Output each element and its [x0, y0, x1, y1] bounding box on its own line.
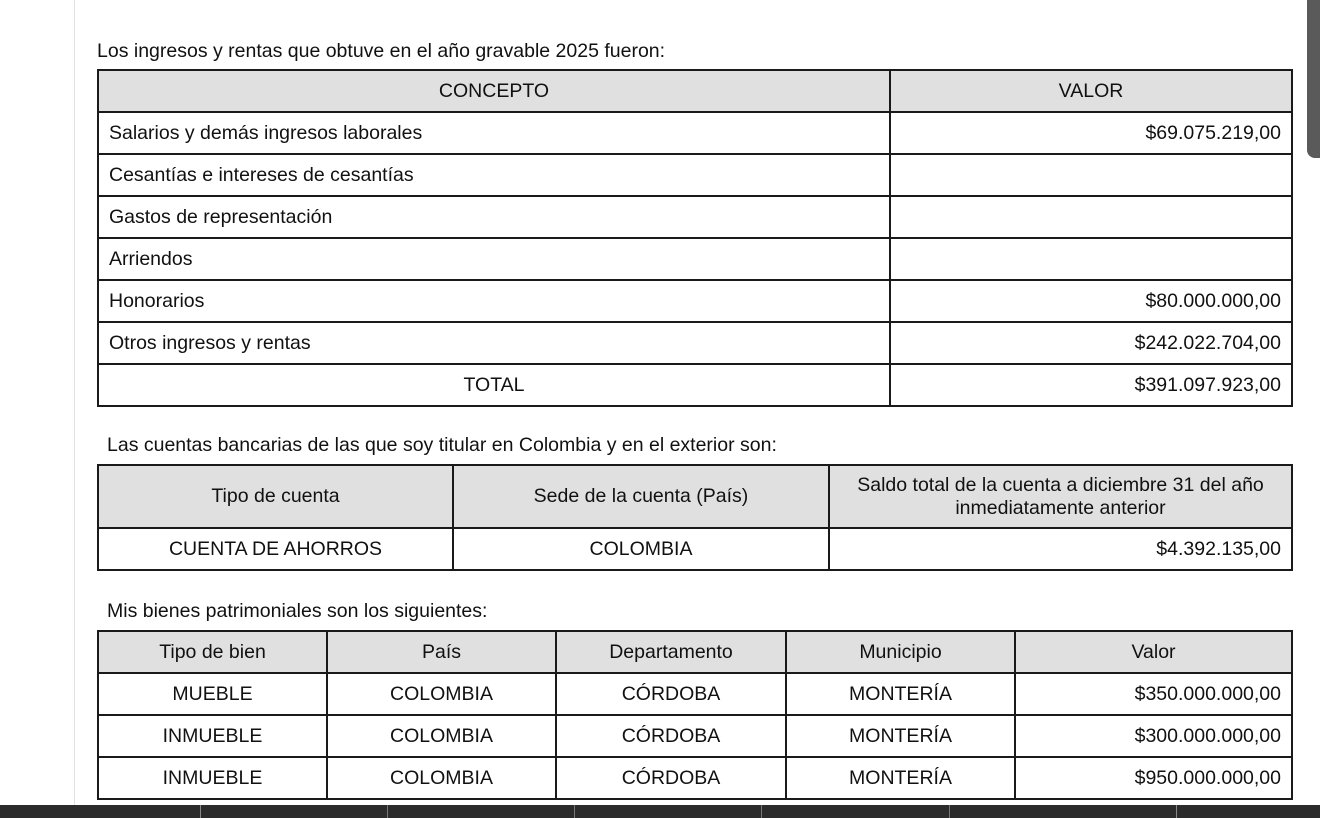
asset-type-cell: MUEBLE [98, 673, 327, 715]
ghost-divider [949, 805, 950, 818]
assets-header-row [98, 631, 1292, 673]
asset-municipality-cell: MONTERÍA [786, 715, 1015, 757]
asset-country-cell: COLOMBIA [327, 715, 556, 757]
value-cell: $80.000.000,00 [890, 280, 1292, 322]
ghost-divider [761, 805, 762, 818]
concept-cell: Honorarios [98, 280, 890, 322]
header-asset-type: Tipo de bien [98, 631, 327, 673]
table-row [98, 715, 1292, 757]
table-row [98, 322, 1292, 364]
total-value: $391.097.923,00 [890, 364, 1292, 406]
asset-country-cell: COLOMBIA [327, 673, 556, 715]
total-label: TOTAL [98, 364, 890, 406]
asset-value-cell: $350.000.000,00 [1015, 673, 1292, 715]
asset-department-cell: CÓRDOBA [556, 715, 786, 757]
table-row [98, 528, 1292, 570]
header-asset-municipality: Municipio [786, 631, 1015, 673]
document-page [74, 0, 1320, 805]
asset-type-cell: INMUEBLE [98, 757, 327, 799]
accounts-caption: Las cuentas bancarias de las que soy titular en Colombia y en el exterior son: [107, 434, 777, 456]
income-header-row [98, 70, 1292, 112]
table-row [98, 196, 1292, 238]
accounts-table [97, 464, 1293, 571]
asset-value-cell: $300.000.000,00 [1015, 715, 1292, 757]
value-cell: $69.075.219,00 [890, 112, 1292, 154]
page-margin [0, 0, 74, 805]
header-concept: CONCEPTO [98, 70, 890, 112]
account-balance-cell: $4.392.135,00 [829, 528, 1292, 570]
header-asset-department: Departamento [556, 631, 786, 673]
value-cell [890, 196, 1292, 238]
header-account-type: Tipo de cuenta [98, 465, 453, 528]
asset-value-cell: $950.000.000,00 [1015, 757, 1292, 799]
concept-cell: Arriendos [98, 238, 890, 280]
table-row [98, 238, 1292, 280]
ghost-table-row [200, 805, 1177, 818]
account-country-cell: COLOMBIA [453, 528, 829, 570]
table-row [98, 757, 1292, 799]
value-cell [890, 154, 1292, 196]
value-cell: $242.022.704,00 [890, 322, 1292, 364]
concept-cell: Cesantías e intereses de cesantías [98, 154, 890, 196]
table-row [98, 280, 1292, 322]
underlying-page-edge [0, 805, 1320, 818]
ghost-divider [574, 805, 575, 818]
table-row [98, 112, 1292, 154]
header-asset-value: Valor [1015, 631, 1292, 673]
asset-municipality-cell: MONTERÍA [786, 673, 1015, 715]
income-caption: Los ingresos y rentas que obtuve en el año gravable 2025 fueron: [97, 40, 666, 62]
header-account-balance: Saldo total de la cuenta a diciembre 31 del año inmediatamente anterior [829, 465, 1292, 528]
asset-country-cell: COLOMBIA [327, 757, 556, 799]
concept-cell: Otros ingresos y rentas [98, 322, 890, 364]
income-table [97, 69, 1293, 407]
value-cell [890, 238, 1292, 280]
asset-municipality-cell: MONTERÍA [786, 757, 1015, 799]
header-account-country: Sede de la cuenta (País) [453, 465, 829, 528]
assets-caption: Mis bienes patrimoniales son los siguientes: [107, 600, 488, 622]
total-row [98, 364, 1292, 406]
asset-department-cell: CÓRDOBA [556, 673, 786, 715]
table-row [98, 673, 1292, 715]
asset-type-cell: INMUEBLE [98, 715, 327, 757]
ghost-divider [387, 805, 388, 818]
scrollbar-thumb[interactable] [1307, 0, 1320, 158]
table-row [98, 154, 1292, 196]
accounts-header-row [98, 465, 1292, 528]
concept-cell: Gastos de representación [98, 196, 890, 238]
asset-department-cell: CÓRDOBA [556, 757, 786, 799]
header-value: VALOR [890, 70, 1292, 112]
header-asset-country: País [327, 631, 556, 673]
concept-cell: Salarios y demás ingresos laborales [98, 112, 890, 154]
assets-table [97, 630, 1293, 800]
account-type-cell: CUENTA DE AHORROS [98, 528, 453, 570]
